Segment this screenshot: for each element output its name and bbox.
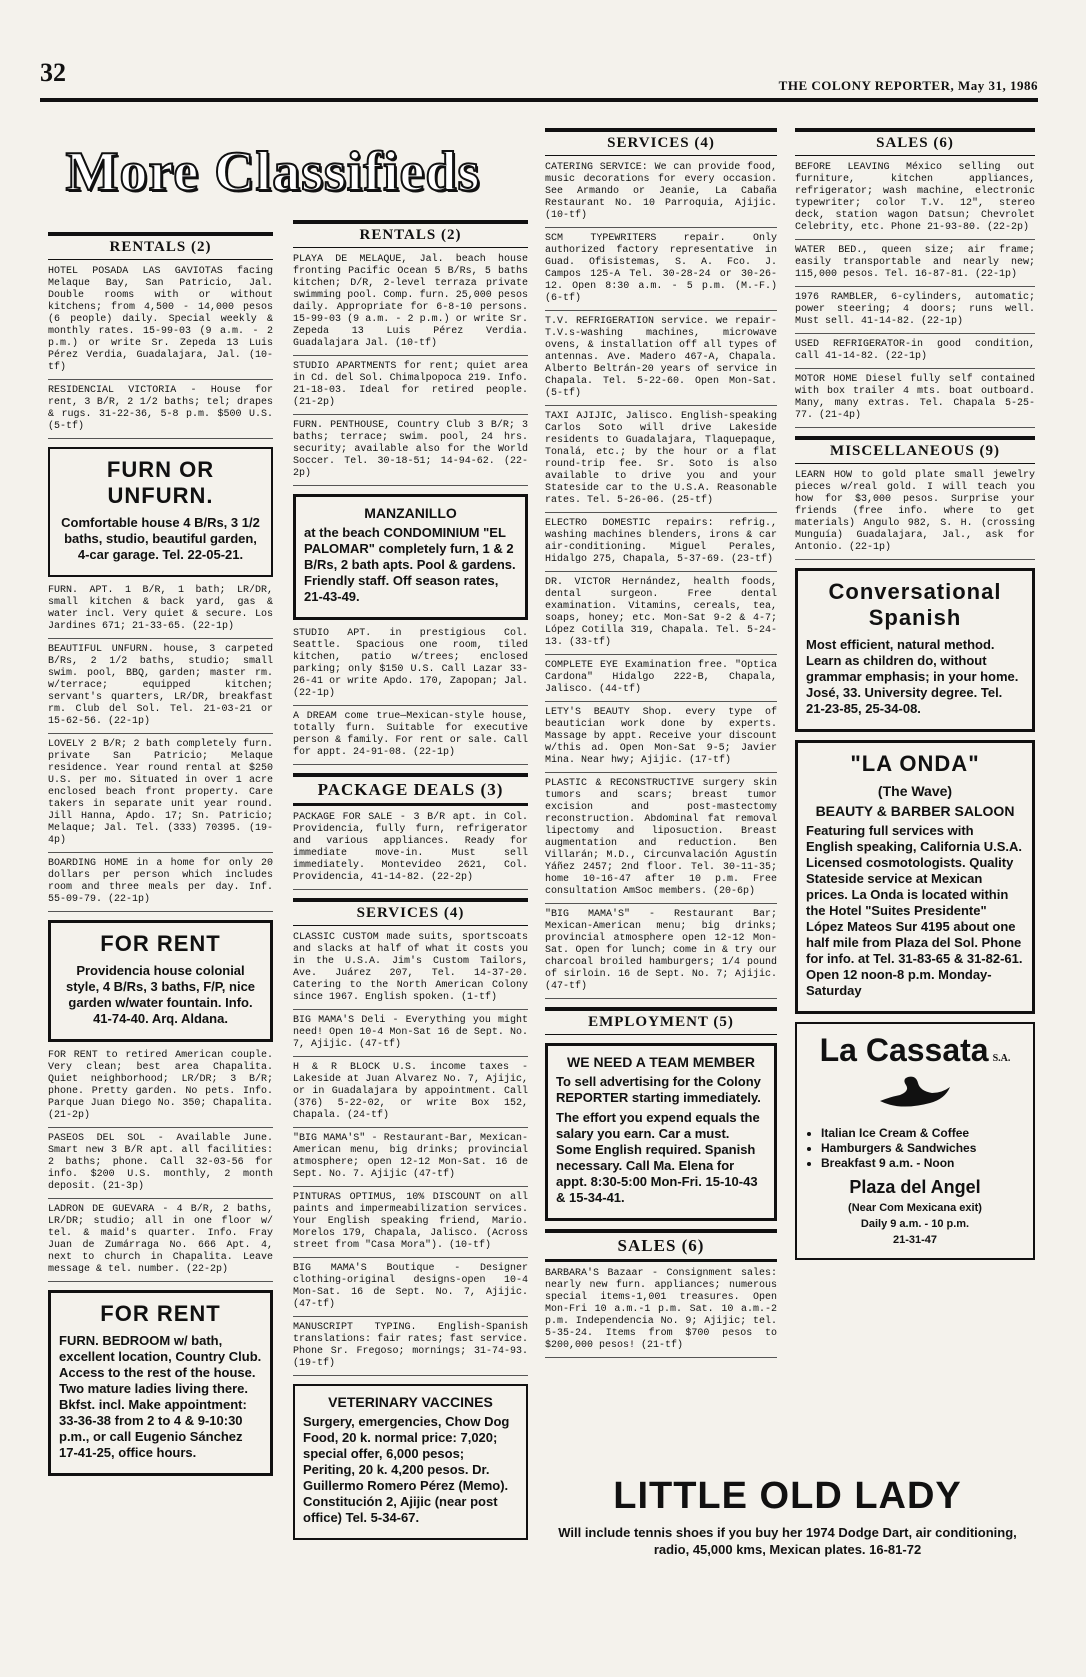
running-head: THE COLONY REPORTER, May 31, 1986 <box>778 78 1038 93</box>
menu-item: • Breakfast 9 a.m. - Noon <box>821 1156 1025 1171</box>
menu-item: • Hamburgers & Sandwiches <box>821 1141 1025 1156</box>
section-heading: RENTALS (2) <box>293 220 528 248</box>
ad-phone: 21-31-47 <box>892 1234 938 1246</box>
menu-item: • Italian Ice Cream & Coffee <box>821 1126 1025 1141</box>
ad-text: Providencia house colonial style, 4 B/Rs, 3 baths, F/P, nice garden w/water fountain. Info. 41-74-40. Arq. Aldana. <box>65 963 256 1026</box>
ad-text: Featuring full services with English speaking, California U.S.A. Licensed cosmotologists. Quality Stateside service at Mexican prices. La Onda is located within the Hotel "Suites Presidente" López Mateos Sur 4195 about one half mile from Plaza del Sol. Phone for info. at Tel. 31-83-65 & 31-82-61. Open 12 noon-8 p.m. Monday-Saturday <box>806 823 1023 998</box>
display-ad <box>48 447 273 577</box>
classified-ad: HOTEL POSADA LAS GAVIOTAS facing Melaque Bay, San Patricio, Jal. Double rooms with or without kitchens; from 4,500 - 14,000 pesos (6 people) daily. Special weekly & monthly rates. 15-99-03 (9 a.m. - 2 p.m.) or write Sr. Zepeda 13 Luis Pérez Verdia, Guadalajara, Jal. (10-tf) <box>48 266 273 380</box>
classified-ad: COMPLETE EYE Examination free. "Optica Cardona" Hidalgo 222-B, Chapala, Jalisco. (44-tf) <box>545 660 777 702</box>
classified-ad: LADRON DE GUEVARA - 4 B/R, 2 baths, LR/DR; studio; all in one floor w/ tel. & maid's quarter. Info. Fray Juan de Zumárraga No. 666 Apt. 4, next to church in Chapalita. Leave message & tel. number. (22-2p) <box>48 1204 273 1282</box>
classified-ad: STUDIO APT. in prestigious Col. Seattle. Spacious one room, tiled kitchen, patio w/trees; enclosed parking; only $150 U.S. Call Lazar 33-26-41 or write Apdo. 170, Zapopan; Jal. (22-1p) <box>293 628 528 706</box>
classified-ad: FOR RENT to retired American couple. Very clean; best area Chapalita. Quiet neighborhood; LR/DR; 3 B/R; phone. Pretty garden. No pets. Info. Parque Juan Diego No. 350; Chapalita. (21-2p) <box>48 1050 273 1128</box>
la-cassata-logo: La Cassata <box>819 1032 989 1068</box>
ad-text: Comfortable house 4 B/Rs, 3 1/2 baths, studio, beautiful garden, 4-car garage. Tel. 22-05-21. <box>61 515 260 562</box>
ad-text: Surgery, emergencies, Chow Dog Food, 20 k. normal price: 7,020; special offer, 6,000 pesos; Periting, 20 k. 4,200 pesos. Dr. Guillermo Romero Pérez (Memo). Constitución 2, Ajijic (near post office) Tel. 5-34-67. <box>303 1414 510 1525</box>
classified-ad: CLASSIC CUSTOM made suits, sportscoats and slacks at half of what it costs you in the U.S.A. Jim's Custom Tailors, Ave. Juárez 207, Tel. 14-37-20. Catering to the North American Colony since 1967. English spoken. (1-tf) <box>293 932 528 1010</box>
ad-title: WE NEED A TEAM MEMBER <box>567 1054 755 1070</box>
classified-ad: FURN. PENTHOUSE, Country Club 3 B/R; 3 baths; terrace; swim. pool, 24 hrs. security; available also for the World Soccer. Tel. 30-18-51; 14-94-62. (22-2p) <box>293 420 528 486</box>
classified-ad: LEARN HOW to gold plate small jewelry pieces w/real gold. I will teach you how for $3,000 pesos. Surprise your friends (free info. where to get materials) Angulo 982, S. H. (crossing Munguía) Guadalajara, Jal., ask for Antonio. (22-1p) <box>795 470 1035 560</box>
ad-title: FOR RENT <box>100 931 221 956</box>
classified-ad: STUDIO APARTMENTS for rent; quiet area in Cd. del Sol. Chimalpopoca 219. Info. 21-18-03. Ideal for retired people. (21-2p) <box>293 361 528 415</box>
display-ad <box>48 920 273 1042</box>
classified-ad: SCM TYPEWRITERS repair. Only authorized factory representative in Guad. Ofisistemas, S. A. Fco. J. Campos 125-A Tel. 30-28-24 or 30-26-12. Open 8:30 a.m. - 5 p.m. (M.-F.) (6-tf) <box>545 233 777 311</box>
section-heading: PACKAGE DEALS (3) <box>293 773 528 806</box>
display-ad <box>293 1384 528 1540</box>
classified-ad: PASEOS DEL SOL - Available June. Smart new 3 B/R apt. all facilities: 2 baths; phone. Call 32-03-56 for info. $200 U.S. monthly, 2 month deposit. (21-3p) <box>48 1133 273 1199</box>
ad-title: MANZANILLO <box>364 505 457 521</box>
header-rule <box>40 98 1038 102</box>
menu-items <box>821 1126 1025 1171</box>
bottom-ad-title: LITTLE OLD LADY <box>613 1475 962 1517</box>
classified-ad: TAXI AJIJIC, Jalisco. English-speaking Carlos Soto will drive Lakeside residents to Guadalajara, Tlaquepaque, Tonalá, etc.; by the hour or a flat round-trip fee. Sr. Soto is also available to drive you and your Stateside car to the U.S.A. Reasonable rates. Tel. 5-26-06. (25-tf) <box>545 411 777 513</box>
classified-ad: A DREAM come true—Mexican-style house, totally furn. Suitable for executive person & family. For rent or sale. Call for appt. 24-91-08. (22-1p) <box>293 711 528 765</box>
ad-title: VETERINARY VACCINES <box>328 1394 493 1410</box>
classified-ad: USED REFRIGERATOR-in good condition, call 41-14-82. (22-1p) <box>795 339 1035 369</box>
section-heading: SALES (6) <box>545 1229 777 1262</box>
classified-ad: T.V. REFRIGERATION service. we repair-T.V.s-washing machines, microwave ovens, & installation off all types of antennas. Ave. Madero 467-A, Chapala. Alberto Beltrán-20 years of service in Chapala. Tel. 5-22-60. Open Mon-Sat. (5-tf) <box>545 316 777 406</box>
ad-title: Conversational Spanish <box>828 579 1002 630</box>
bottom-ad <box>540 1475 1035 1558</box>
classified-ad: PLASTIC & RECONSTRUCTIVE surgery skin tumors and scars; breast tumor excision and post-mastectomy reconstruction. Abdominal fat removal lipectomy and liposuction. Breast augmentation and reduction. Ben Villarán; M.D., Circunvalación Agustín Yáñez 2457; 2nd floor. Tel. 30-11-35; home 10-16-47 after 10 p.m. Free consultation AmSoc members. (20-6p) <box>545 778 777 904</box>
classified-ad: 1976 RAMBLER, 6-cylinders, automatic; power steering; 4 doors; runs well. Must sell. 41-14-82. (22-1p) <box>795 292 1035 334</box>
classified-ad: BEAUTIFUL UNFURN. house, 3 carpeted B/Rs, 2 1/2 baths, studio; small swim. pool, BBQ, garden; master rm. w/terrace; equipped kitchen; servant's quarters, LR/DR, breakfast rm. Club del Sol. Tel. 21-03-21 or 15-62-56. (22-1p) <box>48 644 273 734</box>
display-ad <box>795 740 1035 1014</box>
section-heading: SALES (6) <box>795 128 1035 156</box>
column-3 <box>545 120 777 1363</box>
display-ad <box>795 1022 1035 1260</box>
section-heading: EMPLOYMENT (5) <box>545 1007 777 1035</box>
classified-ad: BIG MAMA'S Deli - Everything you might need! Open 10-4 Mon-Sat 16 de Sept. No. 7, Ajijic. (47-tf) <box>293 1015 528 1057</box>
classified-ad: H & R BLOCK U.S. income taxes - Lakeside at Juan Alvarez No. 7, Ajijic, or in Guadalajara by appointment. Call (376) 5-22-02, or write Box 152, Chapala. (24-tf) <box>293 1062 528 1128</box>
ad-near: (Near Com Mexicana exit) <box>848 1202 982 1214</box>
classified-ad: PLAYA DE MELAQUE, Jal. beach house fronting Pacific Ocean 5 B/Rs, 5 baths kitchen; D/R, 2-level terraza private swimming pool. Comp. furn. 25,000 pesos daily. Appropriate for 6-8-10 persons. 15-99-03 (9 a.m. - 2 p.m.) or write Sr. Zepeda 13 Luis Pérez Verdia. Guadalajara Jal. (10-tf) <box>293 254 528 356</box>
ad-title: FOR RENT <box>100 1301 221 1326</box>
classified-ad: PINTURAS OPTIMUS, 10% DISCOUNT on all paints and impermeabilization services. Your English speaking friend, Mario. Morelos 179, Chapala, Jalisco. (Across street from "Casa Mora"). (10-tf) <box>293 1192 528 1258</box>
ad-text: FURN. BEDROOM w/ bath, excellent location, Country Club. Access to the rest of the house. Two mature ladies living there. Bkfst. incl. Make appointment: 33-36-38 from 2 to 4 & 9-10:30 p.m., or call Eugenio Sánchez 17-41-25, office hours. <box>59 1333 262 1460</box>
ad-text: at the beach CONDOMINIUM "EL PALOMAR" completely furn, 1 & 2 B/Rs, 2 bath apts. Pool & gardens. Friendly staff. Off season rates, 21-43-49. <box>304 525 516 604</box>
ad-title: FURN OR UNFURN. <box>106 457 215 508</box>
classified-ad: DR. VICTOR Hernández, health foods, dental surgeon. Free dental examination. Vitamins, cereals, tea, soaps, honey; etc. Mon-Sat 9-2 & 4-7; López Cotilla 319, Chapala. Tel. 5-24-13. (33-tf) <box>545 577 777 655</box>
swan-icon <box>870 1073 960 1113</box>
classified-ad: CATERING SERVICE: We can provide food, music decorations for every occasion. See Armando or Jeanie, La Cabaña Restaurant No. 10 Parroquia, Ajijic. (10-tf) <box>545 162 777 228</box>
classified-ad: FURN. APT. 1 B/R, 1 bath; LR/DR, small kitchen & back yard, gas & water incl. Very quiet & secure. Los Jardines 671; 21-33-65. (22-1p) <box>48 585 273 639</box>
logo-suffix: S.A. <box>992 1053 1011 1064</box>
classified-ad: BIG MAMA'S Boutique - Designer clothing-original designs-open 10-4 Mon-Sat. 16 de Sept. No. 7, Ajijic. (47-tf) <box>293 1263 528 1317</box>
ad-hours: Daily 9 a.m. - 10 p.m. <box>860 1218 970 1230</box>
ad-title: "LA ONDA" <box>850 751 980 776</box>
classified-ad: LETY'S BEAUTY Shop. every type of beautician work done by experts. Massage by appt. Receive your discount w/this ad. Open Mon-Sat 9-5; Javier Mina. Near hwy; Ajijic. (17-tf) <box>545 707 777 773</box>
column-4 <box>795 120 1035 1268</box>
page-number: 32 <box>40 58 66 87</box>
display-ad <box>795 568 1035 732</box>
ad-text: The effort you expend equals the salary you earn. Car a must. Some English required. Spanish necessary. Call Ma. Elena for appt. 8:30-5:00 Mon-Fri. 15-10-43 & 15-34-41. <box>556 1110 760 1205</box>
page-title: More Classifieds <box>65 141 481 203</box>
ad-text: Most efficient, natural method. Learn as children do, without grammar emphasis; in your home. José, 33. University degree. Tel. 21-23-85, 25-34-08. <box>806 637 1019 716</box>
classified-ad: ELECTRO DOMESTIC repairs: refrig., washing machines blenders, irons & car air-conditioning. Miguel Perales, Hidalgo 275, Chapala, 5-37-69. (23-tf) <box>545 518 777 572</box>
display-ad <box>293 494 528 620</box>
display-ad <box>48 1290 273 1476</box>
classified-ad: PACKAGE FOR SALE - 3 B/R apt. in Col. Providencia, fully furn, refrigerator and various appliances. Ready for immediate move-in. Must sell immediately. Montevideo 2621, Col. Providencia, 41-14-82. (22-2p) <box>293 812 528 890</box>
classified-ad: BARBARA'S Bazaar - Consignment sales: nearly new furn. appliances; numerous special items-1,001 treasures. Open Mon-Fri 10 a.m.-1 p.m. Sat. 10 a.m.-2 p.m. Independencia No. 9; Ajijic; tel. 5-35-24. Items from $700 pesos to $200,000 pesos! (21-tf) <box>545 1268 777 1358</box>
section-heading: SERVICES (4) <box>545 128 777 156</box>
column-2 <box>293 212 528 1548</box>
classified-ad: LOVELY 2 B/R; 2 bath completely furn. private San Patricio; Melaque residence. Year round rental at $250 U.S. per mo. Situated in over 1 acre enclosed beach front property. Care takers in separate unit year round. Jill Hanna, Apdo. 17; Sn. Patricio; Melaque; Jal. Tel. (333) 70395. (19-4p) <box>48 739 273 853</box>
bottom-ad-text: Will include tennis shoes if you buy her 1974 Dodge Dart, air conditioning, radio, 45,000 kms, Mexican plates. 16-81-72 <box>558 1525 1017 1557</box>
ad-subtitle: (The Wave) <box>877 783 953 799</box>
display-ad <box>545 1043 777 1221</box>
section-heading: MISCELLANEOUS (9) <box>795 436 1035 464</box>
page-header <box>40 58 1038 98</box>
ad-subtitle: BEAUTY & BARBER SALOON <box>815 803 1015 819</box>
section-heading: RENTALS (2) <box>48 232 273 260</box>
ad-place: Plaza del Angel <box>849 1177 981 1197</box>
classified-ad: BOARDING HOME in a home for only 20 dollars per person which includes room and three meals per day. Inf. 55-09-79. (22-1p) <box>48 858 273 912</box>
classified-ad: RESIDENCIAL VICTORIA - House for rent, 3 B/R, 2 1/2 baths; tel; drapes & rugs. 31-22-36, 5-8 p.m. $500 U.S. (5-tf) <box>48 385 273 439</box>
classified-ad: MOTOR HOME Diesel fully self contained with box trailer 4 mts. boat outboard. Many, many extras. Tel. Chapala 5-25-77. (21-4p) <box>795 374 1035 428</box>
classified-ad: BEFORE LEAVING México selling out furniture, kitchen appliances, refrigerator; wash machine, electronic typewriter; color T.V. 12", stereo deck, station wagon Datsun; Chevrolet Celebrity, etc. Phone 21-93-80. (22-2p) <box>795 162 1035 240</box>
classified-ad: MANUSCRIPT TYPING. English-Spanish translations: fair rates; fast service. Phone Sr. Fregoso; mornings; 31-74-93. (19-tf) <box>293 1322 528 1376</box>
classified-ad: "BIG MAMA'S" - Restaurant Bar; Mexican-American menu; big drinks; provincial atmosphere open 12-12 Mon-Sat. Open for lunch; come in & try our charcoal broiled hamburgers; 1/4 pound of sirloin. 16 de Sept. No. 7; Ajijic. (47-tf) <box>545 909 777 999</box>
ad-text: To sell advertising for the Colony REPORTER starting immediately. <box>556 1074 761 1105</box>
classified-ad: WATER BED., queen size; air frame; easily transportable and nearly new; 115,000 pesos. Tel. 16-87-81. (22-1p) <box>795 245 1035 287</box>
section-heading: SERVICES (4) <box>293 898 528 926</box>
classified-ad: "BIG MAMA'S" - Restaurant-Bar, Mexican-American menu, big drinks; provincial atmosphere; open 12-12 Mon-Sat. 16 de Sept. No. 7. Ajijic (47-tf) <box>293 1133 528 1187</box>
